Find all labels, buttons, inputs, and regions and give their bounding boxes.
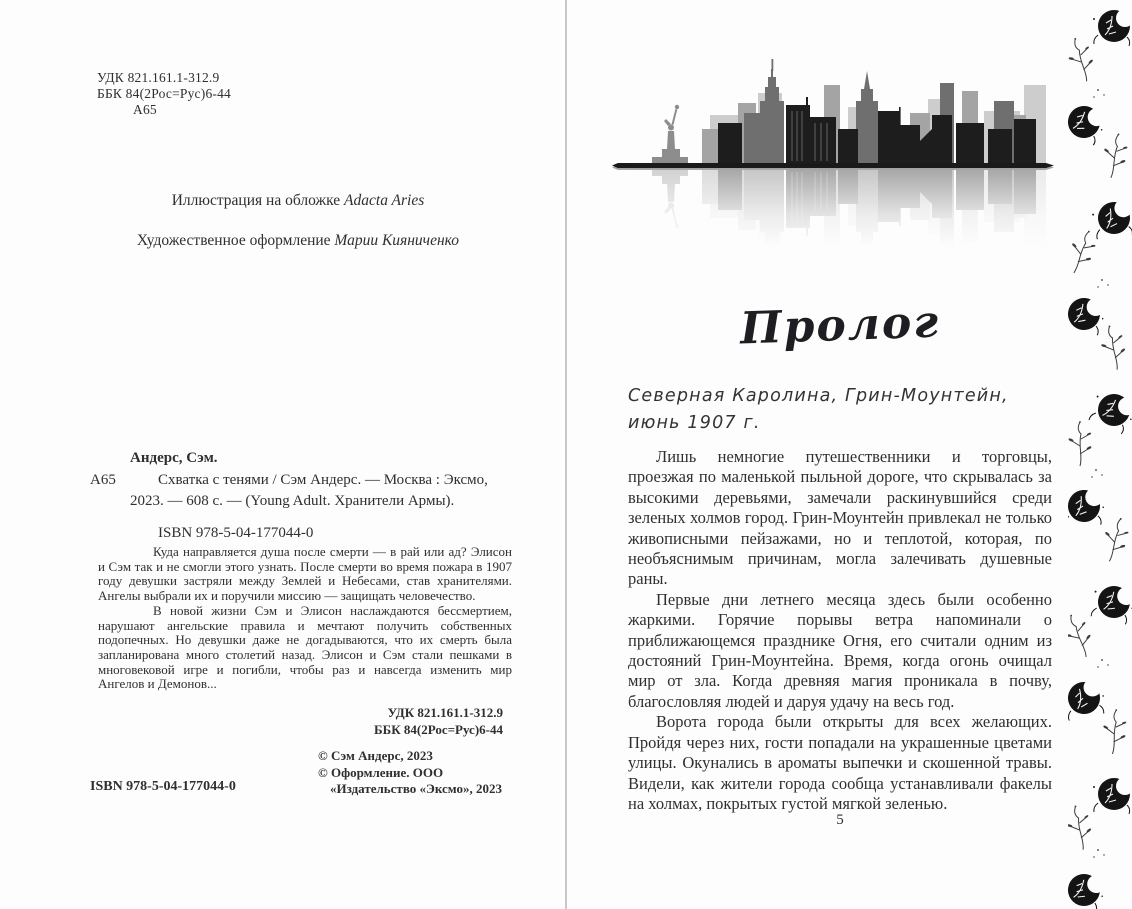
annotation-paragraph: Куда направляется душа после смерти — в рай или ад? Элисон и Сэм так и не смогли этого узнать. После смерти во время пожара в 1907 году девушки застряли между Землей и Небесами, став хранителями. Ангелы выбрали их и поручили миссию — защищать человечество.	[98, 544, 512, 604]
annotation	[98, 545, 512, 692]
design-credit-name: Марии Кияниченко	[334, 232, 460, 249]
author-heading: Андерс, Сэм.	[130, 450, 218, 466]
body-paragraph: Первые дни летнего месяца здесь были особенно жаркими. Горячие порывы ветра напоминали о приближающемся празднике Огня, его считали одним из достояний Грин-Моунтейна. Время, когда огонь очищал мир от зла. Когда древняя магия проникала в почву, благословляя людей и даруя удачу на весь год.	[628, 589, 1052, 711]
bbk-code: ББК 84(2Рос=Рус)6-44	[97, 86, 231, 101]
dateline-line2: июнь 1907 г.	[628, 413, 761, 433]
isbn-entry: ISBN 978-5-04-177044-0	[158, 524, 314, 541]
copyright-block	[318, 748, 518, 798]
dateline-line1: Северная Каролина, Грин-Моунтейн,	[628, 386, 1009, 406]
catalog-code: А65	[90, 472, 116, 488]
design-credit-prefix: Художественное оформление	[136, 232, 335, 249]
chapter-title: Пролог	[739, 296, 941, 355]
cover-credit-prefix: Иллюстрация на обложке	[171, 192, 345, 209]
author-sign: А65	[133, 102, 157, 117]
copyright-author: © Сэм Андерс, 2023	[318, 748, 433, 763]
udk-code-bottom: УДК 821.161.1-312.9	[387, 705, 503, 720]
annotation-paragraph: В новой жизни Сэм и Элисон наслаждаются бессмертием, нарушают ангельские правила и мечтают получить собственных подопечных. Но девушки даже не догадываются, что их смерть была запланирована много столетий назад. Элисон и Сэм стали пешками в многовековой игре и погибли, чтобы раз и навсегда изменить мир Ангелов и Демонов...	[98, 602, 512, 692]
copyright-publisher: © Оформление. ООО «Издательство «Эксмо», 2023	[318, 764, 502, 796]
udk-code: УДК 821.161.1-312.9	[97, 70, 220, 85]
body-paragraph: Лишь немногие путешественники и торговцы, проезжая по маленькой пыльной дороге, что скрывалась за высокими деревьями, замечали раскинувшийся среди зеленых холмов город. Грин-Моунтейн привлекал не только живописными пейзажами, но и теплотой, которая, по необъяснимым причинам, могла залечивать душевные раны.	[628, 447, 1052, 589]
cover-illustration-credit	[88, 192, 508, 210]
body-text	[628, 447, 1052, 814]
body-paragraph: Ворота города были открыты для всех желающих. Пройдя через них, гости попадали на украшенные цветами улицы. Окунались в ароматы выпечки и скошенной травы. Видели, как жители города сообща устанавливали факелы на холмах, покрытых густой мягкой зеленью.	[628, 712, 1052, 813]
catalog-entry: Схватка с тенями / Сэм Андерс. — Москва : Эксмо, 2023. — 608 с. — (Young Adult. Хранители Армы).	[130, 471, 488, 509]
page-number: 5	[836, 812, 844, 828]
page-gutter-divider	[565, 0, 567, 909]
dateline	[628, 383, 1009, 437]
interior-design-credit	[88, 232, 508, 250]
cover-credit-name: Adacta Aries	[344, 192, 425, 209]
reflection-fade	[610, 169, 1062, 251]
moon-botanical-edge-pattern	[1068, 0, 1132, 909]
catalog-card	[85, 448, 517, 544]
classification-block-bottom	[0, 704, 503, 738]
credits-block	[88, 192, 508, 250]
bbk-code-bottom: ББК 84(2Рос=Рус)6-44	[374, 722, 503, 737]
classification-block	[97, 70, 231, 118]
isbn-bottom: ISBN 978-5-04-177044-0	[90, 779, 236, 794]
